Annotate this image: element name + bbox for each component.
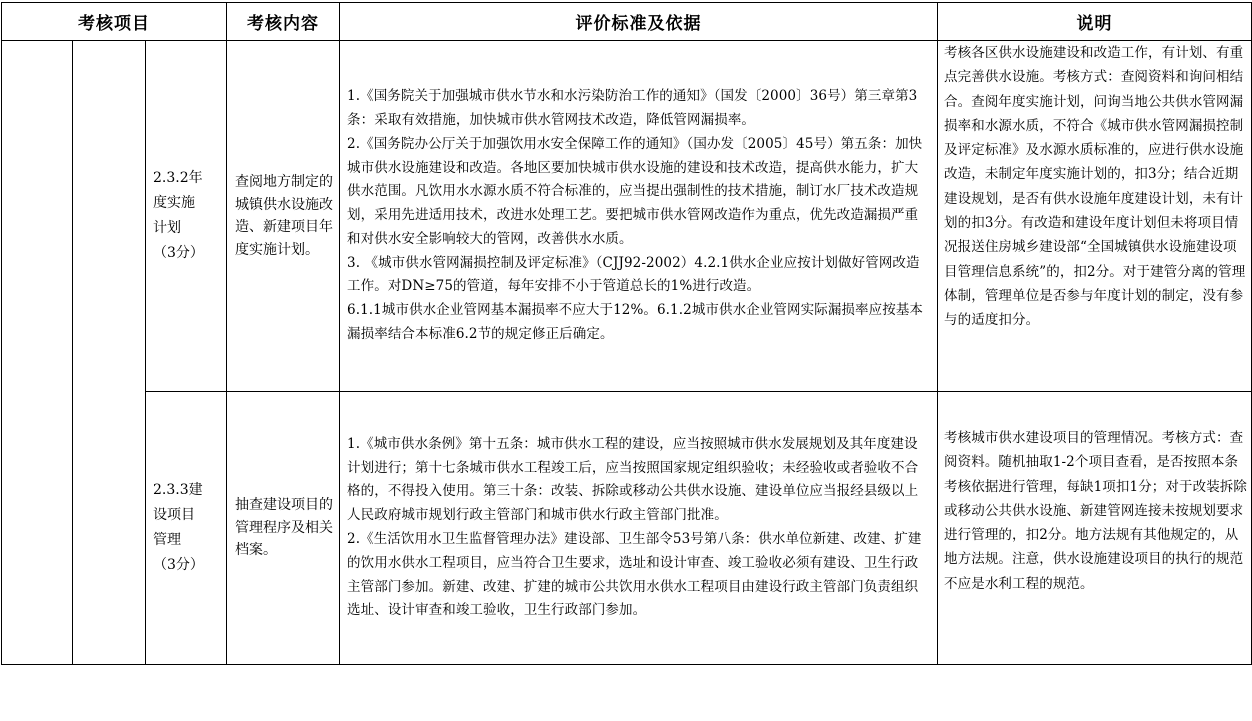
criteria-cell: [340, 41, 938, 392]
criteria-cell: [340, 392, 938, 665]
item-code-cell: [146, 41, 227, 392]
header-row: [2, 3, 1252, 41]
item-score-line: （3分）: [153, 245, 204, 261]
header-criteria: 评价标准及依据: [340, 3, 938, 41]
table-row: [2, 41, 1252, 392]
item-code-line: 管理: [153, 532, 181, 548]
item-code-line: 度实施: [153, 195, 195, 211]
header-project: 考核项目: [2, 3, 227, 41]
item-code-cell: [146, 392, 227, 665]
criteria-item: 2.《国务院办公厅关于加强饮用水安全保障工作的通知》（国办发〔2005〕45号）第五条：加快城市供水设施建设和改造。各地区要加快城市供水设施的建设和技术改造，提高供水能力，扩大供水范围。凡饮用水水源水质不符合标准的，应当提出强制性的技术措施，制订水厂技术改造规划，采用先进适用技术，改进水处理工艺。要把城市供水管网改造作为重点，优先改造漏损严重和对供水安全影响较大的管网，改善供水水质。: [347, 135, 923, 247]
criteria-item: 1.《国务院关于加强城市供水节水和水污染防治工作的通知》（国发〔2000〕36号）第三章第3条：采取有效措施，加快城市供水管网技术改造，降低管网漏损率。: [347, 88, 918, 128]
item-code-line: 设项目: [153, 507, 195, 523]
project-level2-cell: [73, 41, 146, 665]
note-text: 考核城市供水建设项目的管理情况。考核方式：查阅资料。随机抽取1-2个项目查看，是否按照本条考核依据进行管理，每缺1项扣1分；对于改装拆除或移动公共供水设施、新建管网连接未按规划要求进行管理的，扣2分。地方法规有其他规定的，从地方法规。注意，供水设施建设项目的执行的规范不应是水利工程的规范。: [944, 430, 1247, 592]
criteria-item: 1.《城市供水条例》第十五条：城市供水工程的建设，应当按照城市供水发展规划及其年度建设计划进行；第十七条城市供水工程竣工后，应当按照国家规定组织验收；未经验收或者验收不合格的，不得投入使用。第三十条：改装、拆除或移动公共供水设施、建设单位应当报经县级以上人民政府城市规划行政主管部门和城市供水行政主管部门批准。: [347, 435, 919, 524]
criteria-item: 6.1.1城市供水企业管网基本漏损率不应大于12%。6.1.2城市供水企业管网实际漏损率应按基本漏损率结合本标准6.2节的规定修正后确定。: [347, 302, 924, 343]
header-note: 说明: [938, 3, 1252, 41]
criteria-item: 2.《生活饮用水卫生监督管理办法》建设部、卫生部令53号第八条：供水单位新建、改建、扩建的饮用水供水工程项目，应当符合卫生要求，选址和设计审查、竣工验收必须有建设、卫生行政主管部门参加。新建、改建、扩建的城市公共饮用水供水工程项目由建设行政主管部门负责组织选址、设计审查和竣工验收，卫生行政部门参加。: [347, 531, 922, 619]
note-cell: [938, 392, 1252, 665]
item-code-line: 计划: [153, 220, 181, 236]
item-code-line: 2.3.3建: [153, 482, 203, 498]
criteria-item: 3. 《城市供水管网漏损控制及评定标准》（CJJ92-2002）4.2.1供水企业应按计划做好管网改造工作。对DN≥75的管道，每年安排不小于管道总长的1%进行改造。: [347, 254, 920, 295]
item-score-line: （3分）: [153, 557, 204, 573]
item-code-line: 2.3.2年: [153, 170, 203, 186]
note-cell: 考核各区供水设施建设和改造工作，有计划、有重点完善供水设施。考核方式：查阅资料和询问相结合。查阅年度实施计划，问询当地公共供水管网漏损率和水源水质，不符合《城市供水管网漏损控制及评定标准》及水源水质标准的，应进行供水设施改造，未制定年度实施计划的，扣3分；结合近期建设规划，是否有供水设施年度建设计划，未有计划的扣3分。有改造和建设年度计划但未将项目情况报送住房城乡建设部“全国城镇供水设施建设项目管理信息系统”的，扣2分。对于建管分离的管理体制，管理单位是否参与年度计划的制定，没有参与的适度扣分。: [938, 41, 1252, 392]
assessment-content-cell: 抽查建设项目的管理程序及相关档案。: [227, 392, 340, 665]
table-row: [2, 392, 1252, 665]
project-level1-cell: [2, 41, 73, 665]
header-content: 考核内容: [227, 3, 340, 41]
assessment-content-cell: 查阅地方制定的城镇供水设施改造、新建项目年度实施计划。: [227, 41, 340, 392]
assessment-table: [1, 2, 1252, 665]
